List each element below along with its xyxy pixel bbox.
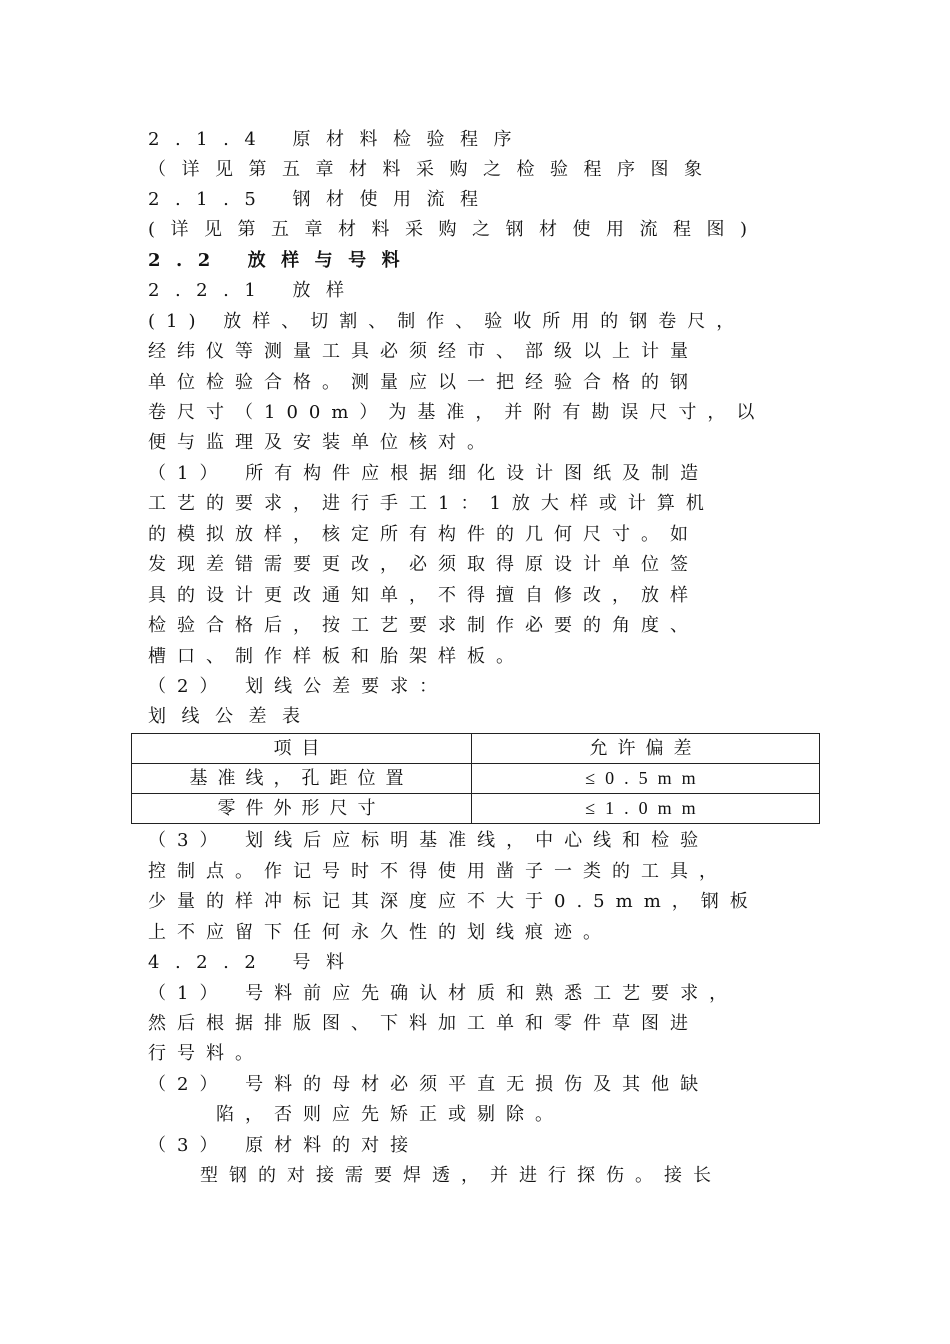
paragraph-line: 单位检验合格。测量应以一把经验合格的钢	[148, 372, 699, 393]
section-2-1-4-note: （详见第五章材料采购之检验程序图象	[148, 159, 718, 180]
paragraph-line: 型钢的对接需要焊透，并进行探伤。接长	[200, 1165, 722, 1186]
table-caption: 划线公差表	[148, 706, 316, 727]
paragraph-line: 的模拟放样，核定所有构件的几何尺寸。如	[148, 524, 699, 545]
paragraph-line: 槽口、制作样板和胎架样板。	[148, 646, 525, 667]
tolerance-table	[131, 733, 820, 824]
paragraph-line: 具的设计更改通知单，不得擅自修改，放样	[148, 585, 699, 606]
paragraph-line: 控制点。作记号时不得使用凿子一类的工具，	[148, 861, 728, 882]
table-row	[132, 794, 820, 824]
section-2-1-4-heading: 2.1.4 原材料检验程序	[148, 129, 528, 150]
tolerance-requirement-heading: （2） 划线公差要求：	[148, 676, 449, 697]
section-4-2-2-heading: 4.2.2 号料	[148, 952, 360, 973]
paragraph-line: （1） 号料前应先确认材质和熟悉工艺要求，	[148, 983, 739, 1004]
paragraph-line: （2） 号料的母材必须平直无损伤及其他缺	[148, 1074, 710, 1095]
table-header-row	[132, 734, 820, 764]
table-header-cell: 项目	[132, 734, 472, 764]
table-cell: ≤0.5mm	[472, 764, 820, 794]
table-row	[132, 764, 820, 794]
section-2-1-5-heading: 2.1.5 钢材使用流程	[148, 189, 494, 210]
paragraph-line: 经纬仪等测量工具必须经市、部级以上计量	[148, 341, 699, 362]
paragraph-line: (1) 放样、切割、制作、验收所用的钢卷尺，	[148, 311, 746, 332]
butt-joint-heading: （3） 原材料的对接	[148, 1135, 420, 1156]
section-2-2-1-heading: 2.2.1 放样	[148, 280, 360, 301]
table-header-cell: 允许偏差	[472, 734, 820, 764]
paragraph-line: 卷尺寸（100m）为基准，并附有勘误尺寸，以	[148, 402, 766, 423]
paragraph-line: 行号料。	[148, 1043, 264, 1064]
paragraph-line: （3） 划线后应标明基准线，中心线和检验	[148, 830, 710, 851]
paragraph-line: 工艺的要求，进行手工1：1放大样或计算机	[148, 493, 715, 514]
paragraph-line: 上不应留下任何永久性的划线痕迹。	[148, 922, 612, 943]
paragraph-line: 检验合格后，按工艺要求制作必要的角度、	[148, 615, 699, 636]
paragraph-line: 少量的样冲标记其深度应不大于0.5mm，钢板	[148, 891, 759, 912]
section-2-1-5-note: (详见第五章材料采购之钢材使用流程图)	[148, 219, 763, 240]
table-cell: ≤1.0mm	[472, 794, 820, 824]
paragraph-line: 发现差错需要更改，必须取得原设计单位签	[148, 554, 699, 575]
section-2-2-heading: 2.2 放样与号料	[148, 250, 416, 271]
table-cell: 基准线，孔距位置	[132, 764, 472, 794]
paragraph-line: 然后根据排版图、下料加工单和零件草图进	[148, 1013, 699, 1034]
paragraph-line: 陷，否则应先矫正或剔除。	[216, 1104, 564, 1125]
table-cell: 零件外形尺寸	[132, 794, 472, 824]
paragraph-line: （1） 所有构件应根据细化设计图纸及制造	[148, 463, 710, 484]
paragraph-line: 便与监理及安装单位核对。	[148, 432, 496, 453]
